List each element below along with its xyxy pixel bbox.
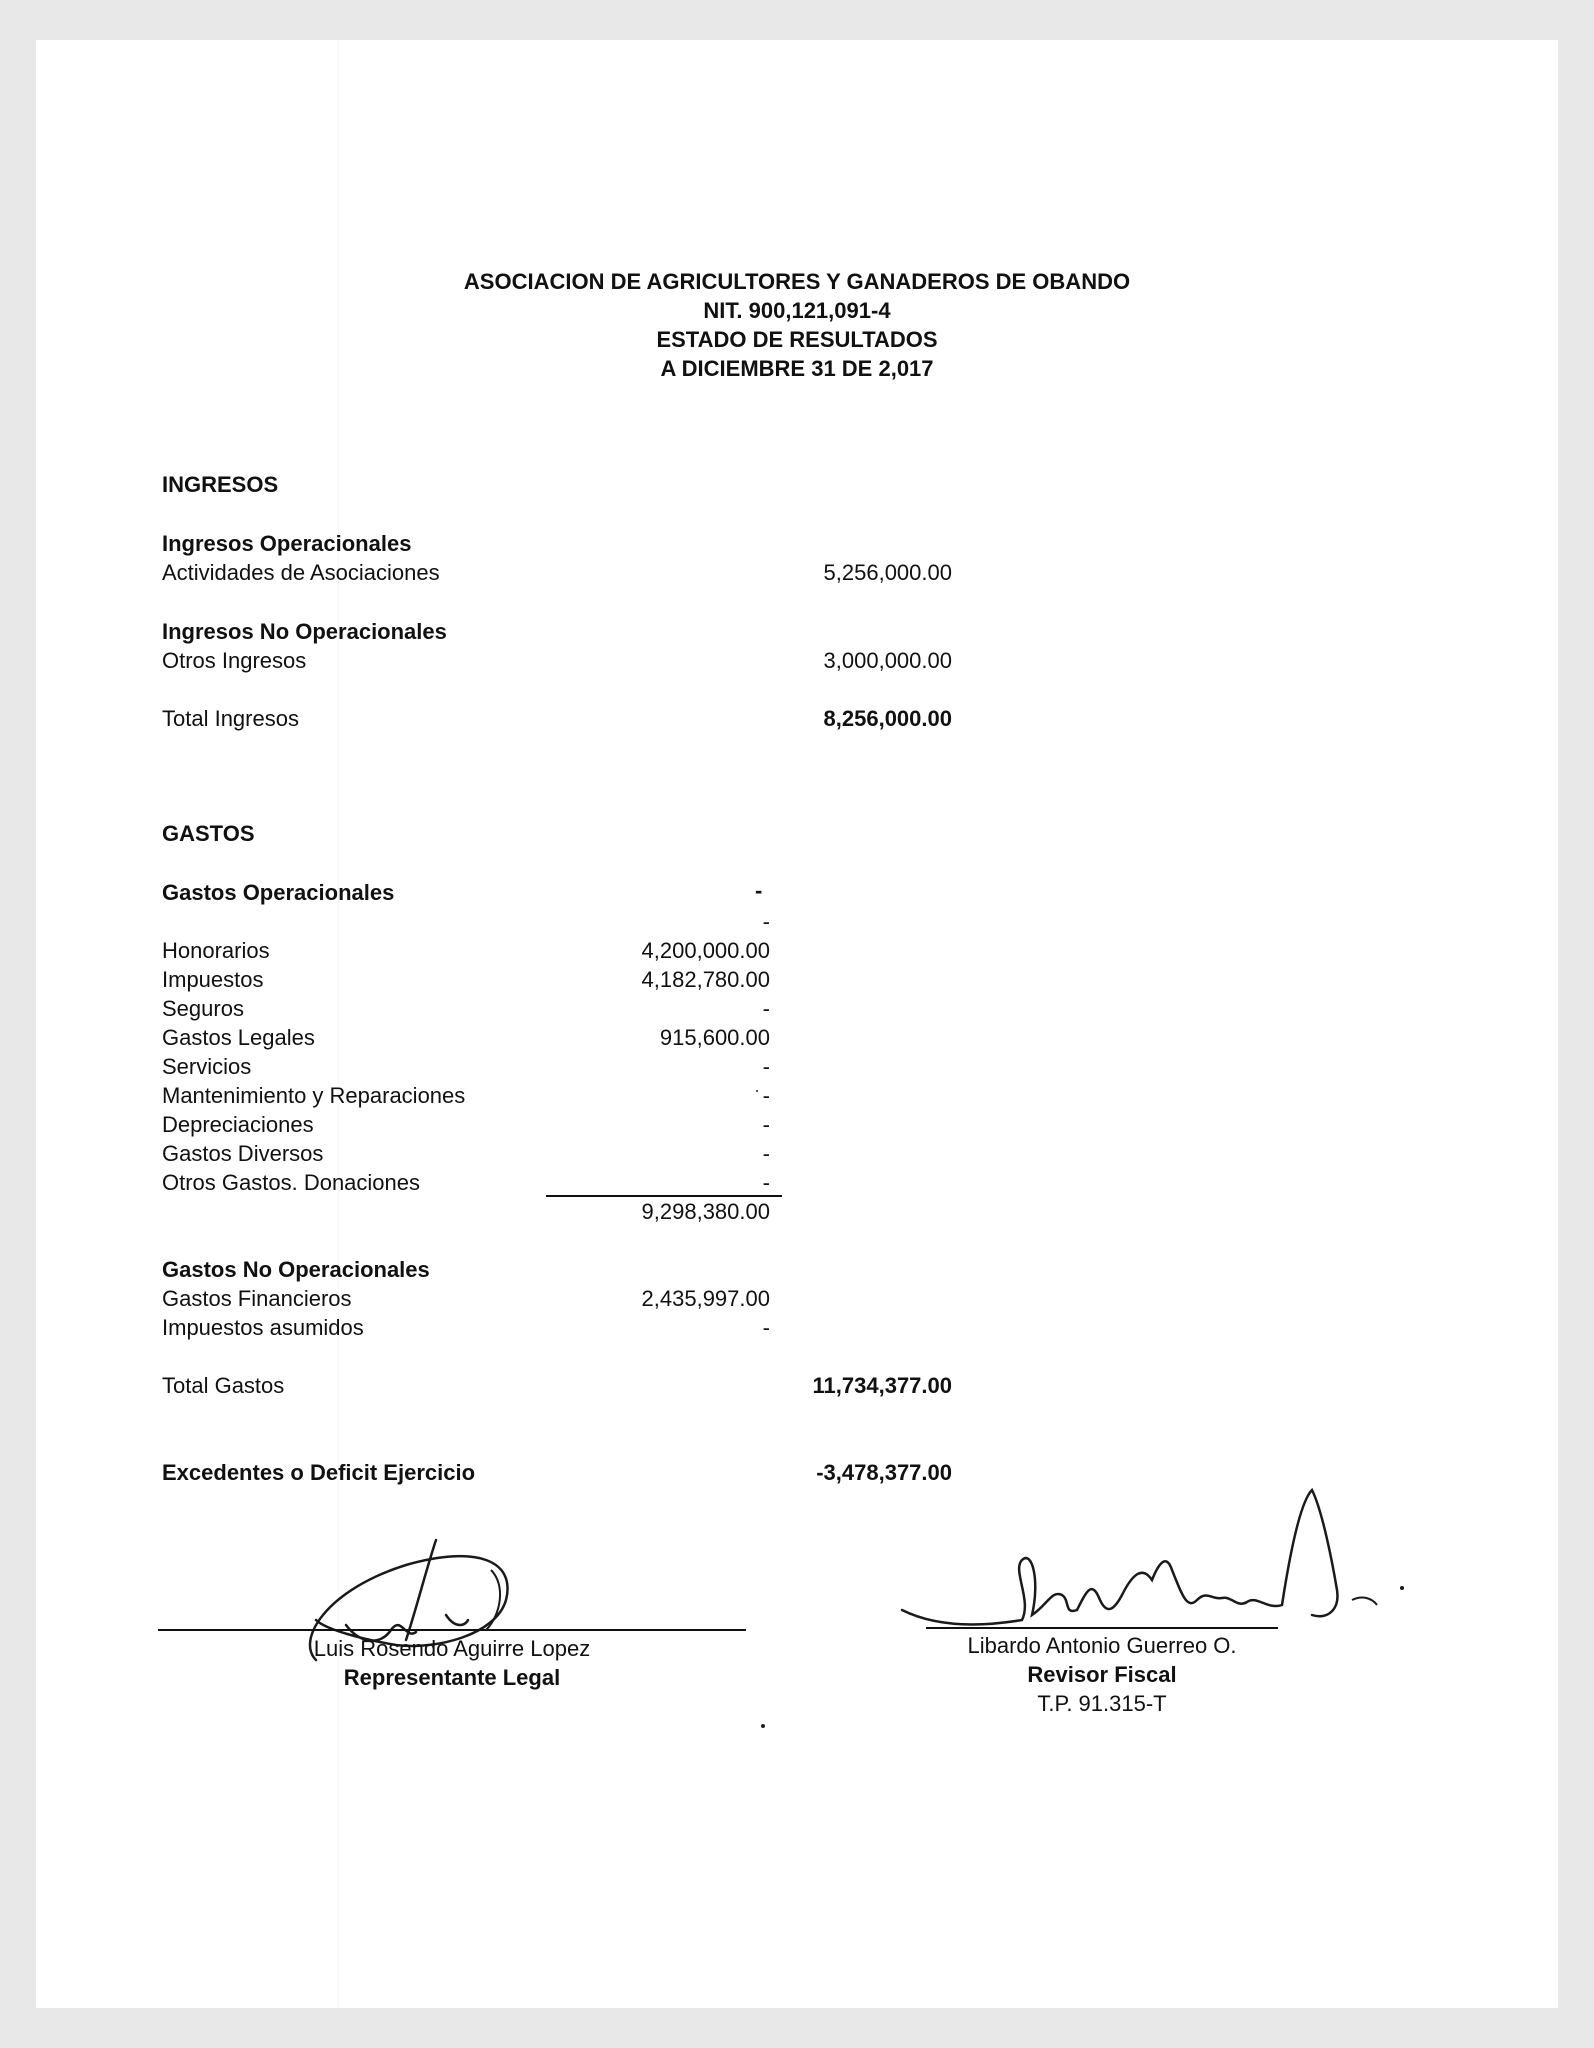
- gastos-no-operacionales-heading: Gastos No Operacionales: [162, 1257, 430, 1282]
- gastos-op-label-7: Gastos Diversos: [162, 1141, 324, 1166]
- gastos-op-value-6: -: [762, 1112, 770, 1137]
- gastos-op-value-2: -: [762, 996, 770, 1021]
- gastos-op-value-4: -: [762, 1054, 770, 1079]
- subtotal-rule: [546, 1195, 782, 1197]
- gastos-op-value-8: -: [762, 1170, 770, 1195]
- gastos-op-title-dash: -: [755, 878, 763, 903]
- gastos-op-label-5: Mantenimiento y Reparaciones: [162, 1083, 466, 1108]
- scan-speck: [756, 1090, 758, 1092]
- ingresos-noop-value-0: 3,000,000.00: [823, 648, 952, 673]
- revisor-name: Libardo Antonio Guerreo O.: [967, 1633, 1237, 1658]
- gastos-op-label-3: Gastos Legales: [162, 1025, 315, 1050]
- document-header: [36, 267, 1558, 383]
- gastos-noop-label-1: Impuestos asumidos: [162, 1315, 364, 1340]
- gastos-op-value-1: 4,182,780.00: [641, 967, 770, 992]
- representante-name: Luis Rosendo Aguirre Lopez: [313, 1636, 591, 1661]
- revisor-role: Revisor Fiscal: [1027, 1662, 1177, 1687]
- report-date: A DICIEMBRE 31 DE 2,017: [660, 356, 934, 381]
- document-sheet: [36, 40, 1558, 2008]
- revisor-tp: T.P. 91.315-T: [1037, 1691, 1167, 1716]
- gastos-op-label-0: Honorarios: [162, 938, 270, 963]
- gastos-op-value-7: -: [762, 1141, 770, 1166]
- gastos-operacionales-heading: Gastos Operacionales: [162, 880, 395, 905]
- gastos-op-label-1: Impuestos: [162, 967, 264, 992]
- gastos-noop-value-0: 2,435,997.00: [641, 1286, 770, 1311]
- scan-artifact-line: [338, 40, 339, 2008]
- total-gastos-label: Total Gastos: [162, 1373, 285, 1398]
- gastos-op-value-3: 915,600.00: [659, 1025, 770, 1050]
- org-name: ASOCIACION DE AGRICULTORES Y GANADEROS DE OBANDO: [463, 269, 1131, 294]
- gastos-op-label-6: Depreciaciones: [162, 1112, 314, 1137]
- total-ingresos-label: Total Ingresos: [162, 706, 299, 731]
- total-gastos-value: 11,734,377.00: [812, 1373, 952, 1398]
- ingresos-no-operacionales-heading: Ingresos No Operacionales: [162, 619, 447, 644]
- ingresos-operacionales-heading: Ingresos Operacionales: [162, 531, 412, 556]
- gastos-op-label-4: Servicios: [162, 1054, 252, 1079]
- gastos-noop-value-1: -: [762, 1315, 770, 1340]
- signature-line-representante: [158, 1629, 746, 1631]
- resultado-label: Excedentes o Deficit Ejercicio: [162, 1460, 476, 1485]
- ingresos-op-value-0: 5,256,000.00: [823, 560, 952, 585]
- gastos-noop-label-0: Gastos Financieros: [162, 1286, 352, 1311]
- signature-revisor: [882, 1470, 1442, 1640]
- scan-speck: [761, 1724, 765, 1728]
- ingresos-noop-label-0: Otros Ingresos: [162, 648, 307, 673]
- org-nit: NIT. 900,121,091-4: [703, 298, 891, 323]
- ingresos-heading: INGRESOS: [162, 472, 279, 497]
- gastos-heading: GASTOS: [162, 821, 255, 846]
- signature-line-revisor: [926, 1627, 1278, 1629]
- total-ingresos-value: 8,256,000.00: [823, 706, 952, 731]
- gastos-op-value-5: -: [762, 1083, 770, 1108]
- resultado-value: -3,478,377.00: [816, 1460, 952, 1485]
- gastos-op-label-8: Otros Gastos. Donaciones: [162, 1170, 421, 1195]
- gastos-op-value-0: 4,200,000.00: [641, 938, 770, 963]
- gastos-op-subtotal: 9,298,380.00: [641, 1199, 770, 1224]
- ingresos-op-label-0: Actividades de Asociaciones: [162, 560, 440, 585]
- gastos-op-pre-dash: -: [762, 909, 770, 934]
- representante-role: Representante Legal: [343, 1665, 561, 1690]
- report-title: ESTADO DE RESULTADOS: [656, 327, 938, 352]
- gastos-op-label-2: Seguros: [162, 996, 244, 1021]
